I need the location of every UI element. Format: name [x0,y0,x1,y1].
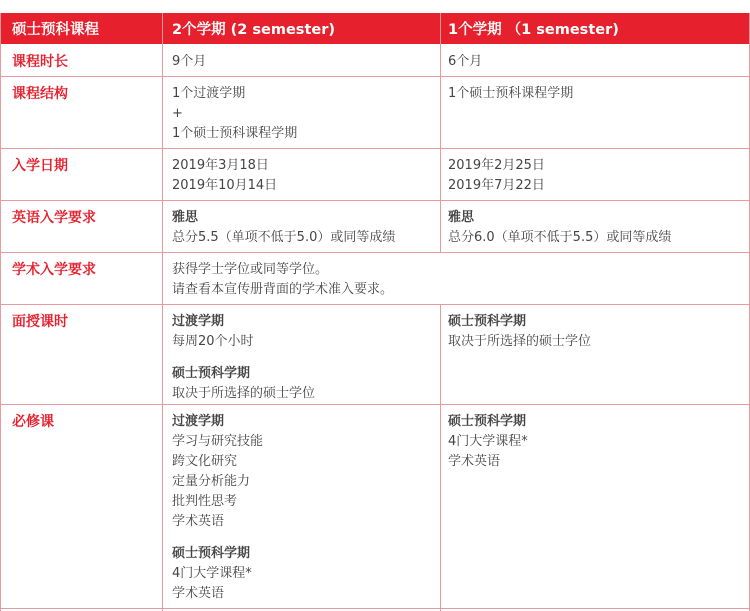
duration-one-semester: 6个月 [448,54,483,69]
compulsory-course: 跨文化研究 [172,454,238,469]
contact-one-semester [448,312,591,352]
row-label-academic: 学术入学要求 [12,262,96,278]
contact-hours: 每周20个小时 [172,334,254,349]
english-requirement: 总分6.0（单项不低于5.5）或同等成绩 [448,230,672,245]
duration-two-semester: 9个月 [172,54,207,69]
english-requirement: 总分5.5（单项不低于5.0）或同等成绩 [172,230,396,245]
column-divider [440,13,441,252]
structure-line: 1个硕士预科课程学期 [172,126,298,141]
row-label-contact-hours: 面授课时 [12,314,68,330]
contact-hours: 取决于所选择的硕士学位 [172,386,316,401]
row-label-compulsory: 必修课 [12,414,54,430]
table-row-compulsory [0,404,750,609]
table-row-contact-hours [0,304,750,405]
intake-date: 2019年2月25日 [448,158,545,173]
academic-line: 获得学士学位或同等学位。 [172,262,329,277]
column-divider [440,304,441,611]
academic-requirement [172,260,393,300]
compulsory-title: 过渡学期 [172,414,225,429]
english-one-semester [448,208,671,248]
compulsory-course: 4门大学课程* [172,566,252,581]
row-label-structure: 课程结构 [12,86,68,102]
structure-one-semester [448,84,573,104]
compulsory-course: 定量分析能力 [172,474,251,489]
compulsory-course: 4门大学课程* [448,434,528,449]
table-row-english [0,200,750,253]
intake-two-semester [172,156,277,196]
intake-date: 2019年10月14日 [172,178,278,193]
table-row-academic [0,252,750,305]
compulsory-title: 硕士预科学期 [448,414,527,429]
table-row-duration [0,44,750,77]
table-header [0,13,750,44]
compulsory-title: 硕士预科学期 [172,546,251,561]
intake-date: 2019年7月22日 [448,178,545,193]
contact-title: 过渡学期 [172,314,225,329]
contact-hours: 取决于所选择的硕士学位 [448,334,592,349]
academic-line: 请查看本宣传册背面的学术准入要求。 [172,282,394,297]
compulsory-course: 学术英语 [448,454,501,469]
structure-two-semester [172,84,297,144]
row-label-duration: 课程时长 [12,54,68,70]
structure-line: 1个硕士预科课程学期 [448,86,574,101]
table-row-structure [0,76,750,149]
compulsory-one-semester [448,412,528,472]
contact-two-semester [172,312,315,404]
structure-plus: + [172,106,183,121]
english-two-semester [172,208,395,248]
row-label-english: 英语入学要求 [12,210,96,226]
english-title: 雅思 [448,210,475,225]
header-one-semester: 1个学期 （1 semester) [448,22,619,38]
structure-line: 1个过渡学期 [172,86,246,101]
english-title: 雅思 [172,210,199,225]
compulsory-two-semester [172,412,263,604]
table-row-intake [0,148,750,201]
compulsory-course: 批判性思考 [172,494,238,509]
intake-one-semester [448,156,545,196]
header-program: 硕士预科课程 [12,22,99,38]
compulsory-course: 学习与研究技能 [172,434,264,449]
contact-title: 硕士预科学期 [172,366,251,381]
contact-title: 硕士预科学期 [448,314,527,329]
compulsory-course: 学术英语 [172,514,225,529]
row-label-intake: 入学日期 [12,158,68,174]
column-divider [162,13,163,611]
intake-date: 2019年3月18日 [172,158,269,173]
table-border-left [0,13,1,611]
header-two-semester: 2个学期 (2 semester) [172,22,335,38]
compulsory-course: 学术英语 [172,586,225,601]
